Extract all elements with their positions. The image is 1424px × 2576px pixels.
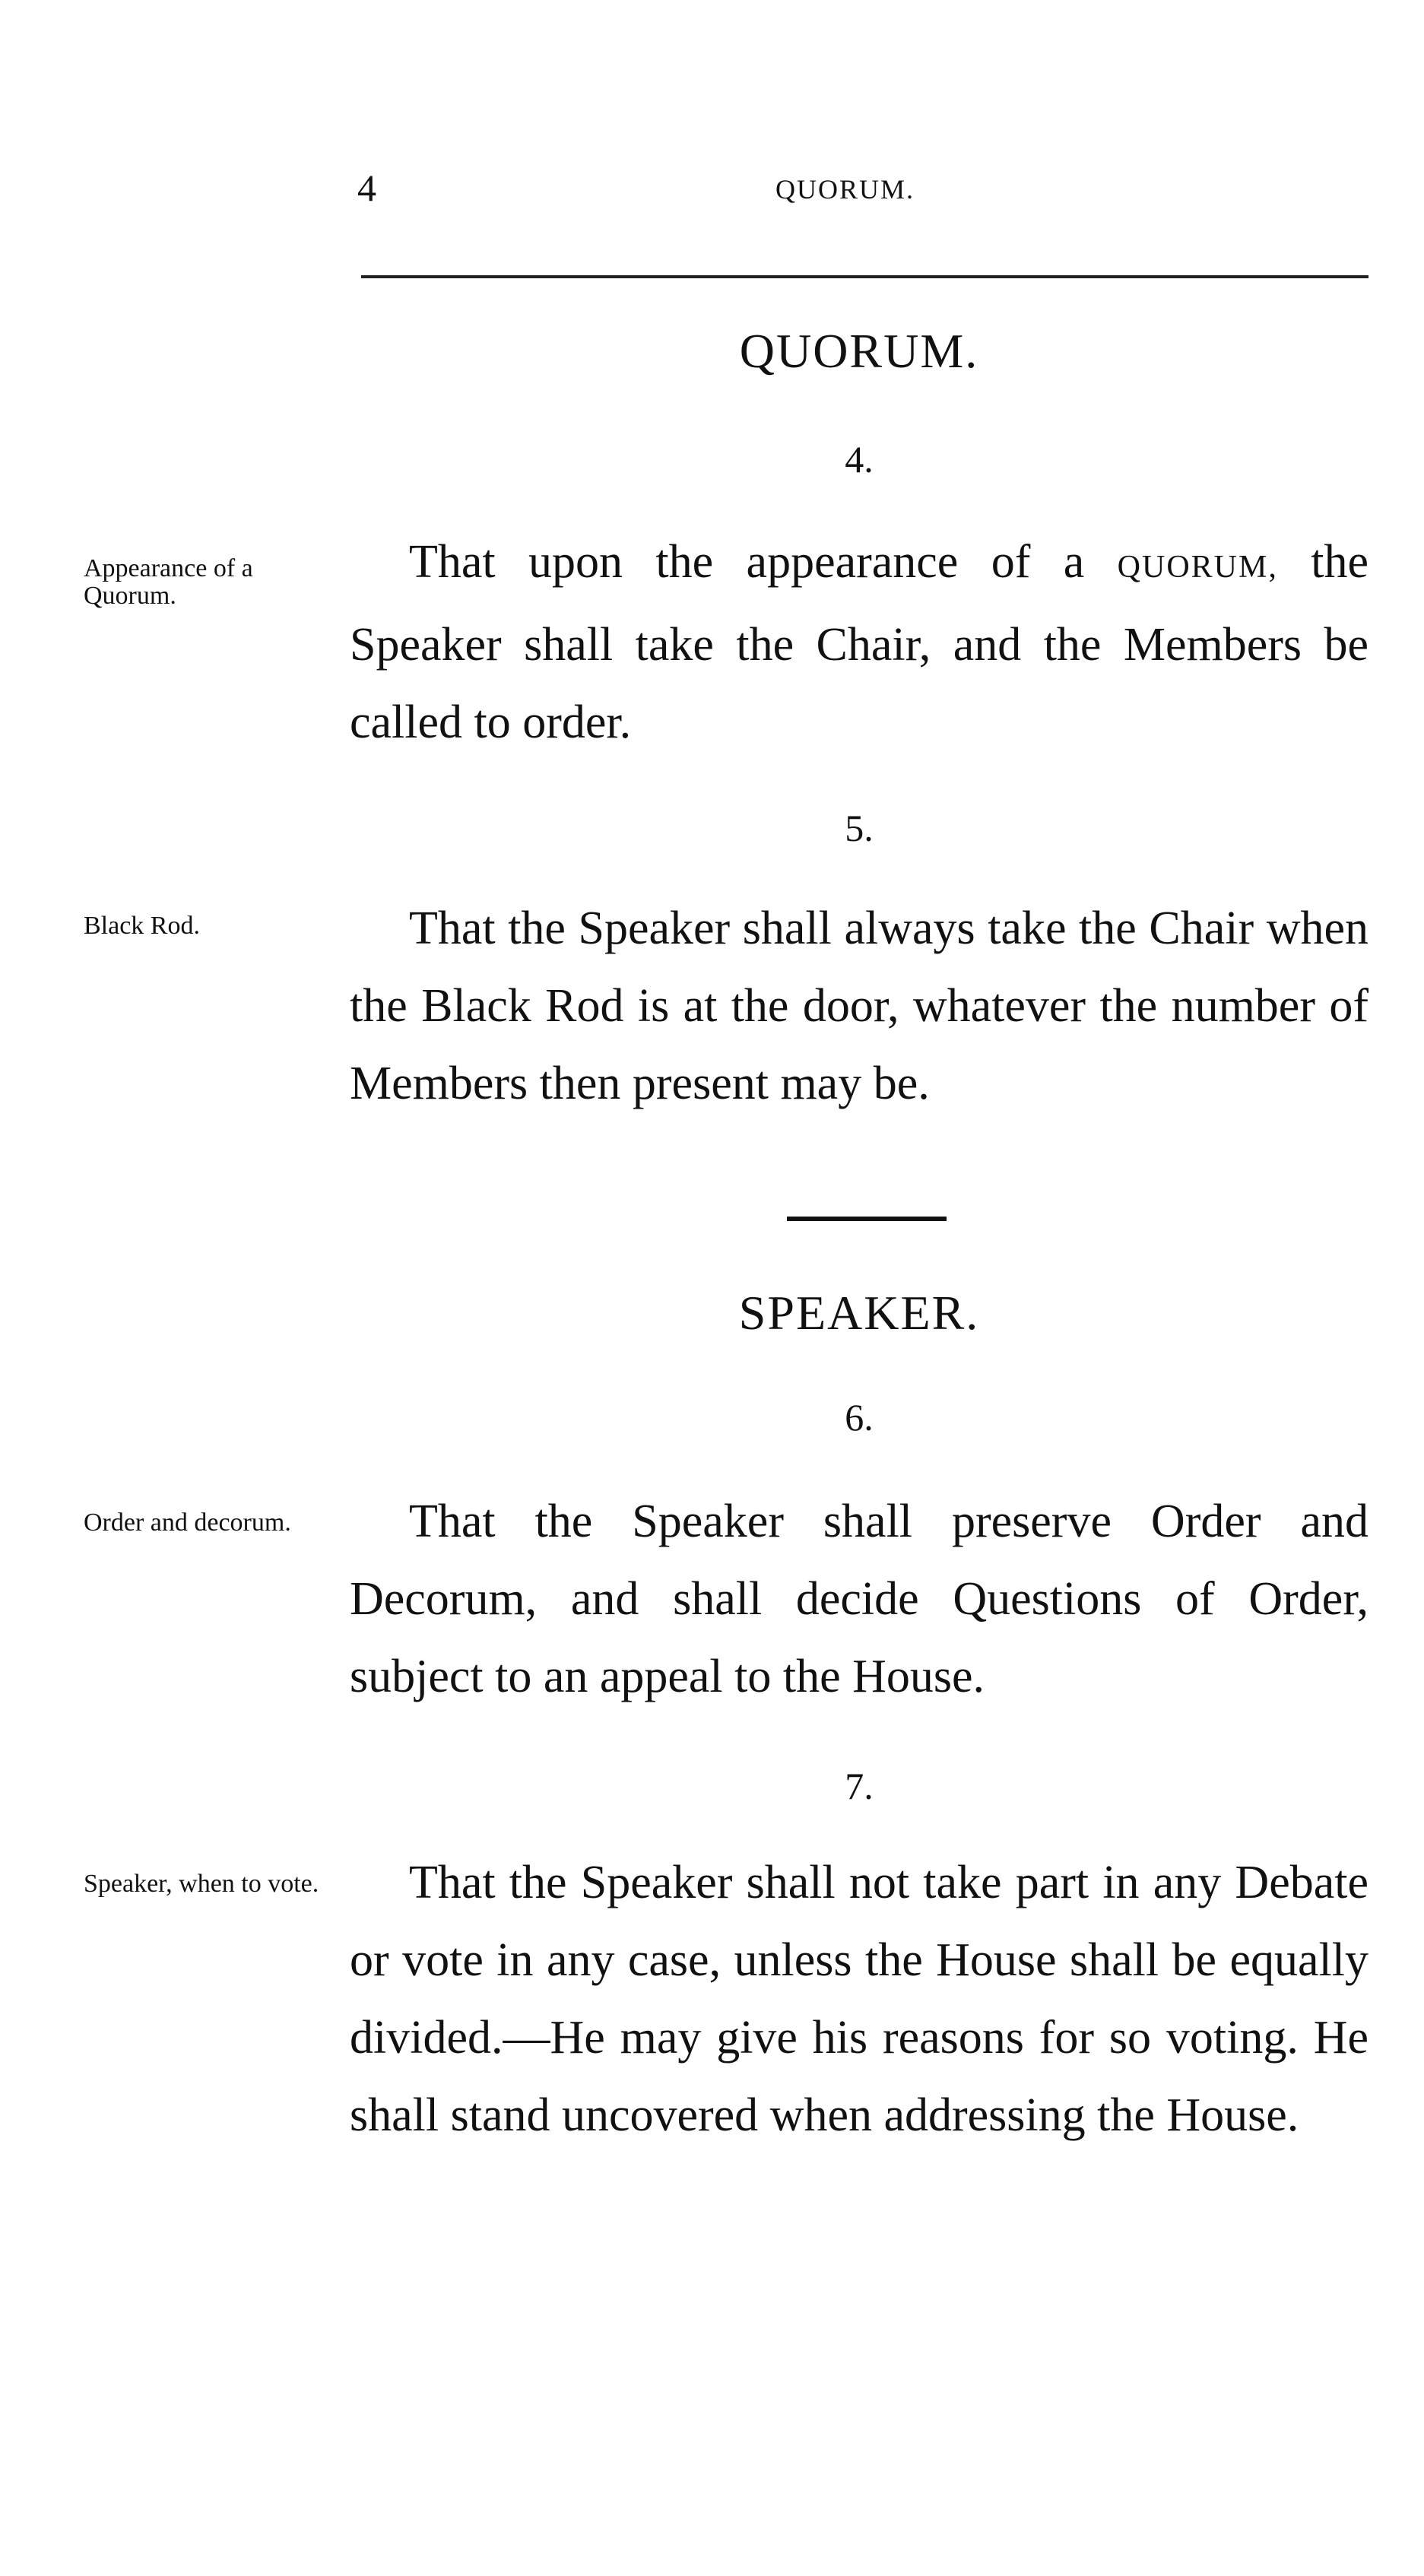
section-heading-quorum: QUORUM. bbox=[739, 324, 979, 378]
rule-number-7: 7. bbox=[845, 1765, 874, 1807]
rule-number-5: 5. bbox=[845, 807, 874, 849]
section-heading-speaker: SPEAKER. bbox=[738, 1286, 980, 1340]
margin-note-black-rod: Black Rod. bbox=[84, 912, 200, 940]
running-head bbox=[357, 166, 1368, 219]
rule-number-4: 4. bbox=[845, 438, 874, 481]
quorum-smallcaps: QUORUM, bbox=[1117, 550, 1278, 585]
margin-note-order-and-decorum: Order and decorum. bbox=[84, 1508, 291, 1537]
page-number: 4 bbox=[357, 167, 376, 209]
header-rule bbox=[361, 275, 1368, 278]
rule-4-text-start: That upon the appearance of a bbox=[409, 536, 1118, 588]
margin-note-appearance-of-quorum: Appearance of a Quorum. bbox=[84, 554, 253, 610]
section-divider bbox=[787, 1217, 947, 1221]
rule-4-text bbox=[350, 523, 1368, 761]
rule-6-text: That the Speaker shall preserve Order and Decorum, and shall decide Questions of Order, subject to an appeal to the House. bbox=[350, 1496, 1368, 1702]
running-title: QUORUM. bbox=[775, 174, 915, 205]
rule-7-text: That the Speaker shall not take part in any Debate or vote in any case, unless the House shall be equally divided.—He may give his reasons for so voting. He shall stand uncovered when addressing the House. bbox=[350, 1857, 1368, 2141]
rule-number-6: 6. bbox=[845, 1396, 874, 1439]
rule-5-text: That the Speaker shall always take the Chair when the Black Rod is at the door, whatever the number of Members then present may be. bbox=[350, 903, 1368, 1109]
rule-4-text-end: the Speaker shall take the Chair, and the Members be called to order. bbox=[350, 536, 1368, 748]
margin-note-speaker-when-to-vote: Speaker, when to vote. bbox=[84, 1870, 319, 1898]
